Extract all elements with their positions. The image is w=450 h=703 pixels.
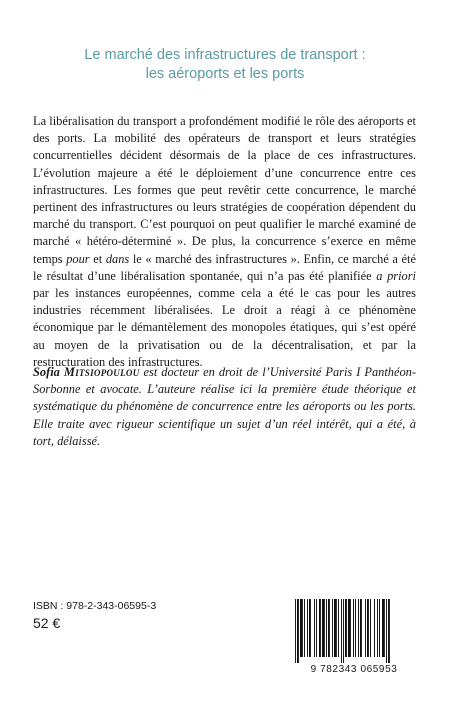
barcode-bar [341, 599, 342, 663]
title-line-1: Le marché des infrastructures de transport : [84, 47, 366, 63]
barcode-bar [338, 599, 339, 657]
barcode-bar [379, 599, 380, 657]
barcode-bar [309, 599, 311, 657]
barcode-bar [297, 599, 299, 663]
barcode-bar [319, 599, 321, 657]
barcode-bar [322, 599, 325, 657]
barcode-digits: 9 782343 065953 [283, 664, 425, 675]
summary-paragraph [33, 113, 416, 371]
author-bio-text: est docteur en droit de l’Université Paris I Panthéon-Sorbonne et avocate. L’auteure réalise ici la première étude théorique et systématique du phénomène de concurrence entre les aéroports ou les ports. Elle traite avec rigueur scientifique un sujet d’un réel intérêt, qui a été, à tort, délaissé. [33, 365, 416, 448]
barcode-bar [360, 599, 362, 657]
barcode-bar [328, 599, 330, 657]
barcode-bar [388, 599, 390, 663]
barcode-bars [283, 597, 425, 665]
barcode-bar [348, 599, 351, 657]
barcode-bar [295, 599, 296, 663]
barcode-bar [332, 599, 333, 657]
barcode-bar [358, 599, 359, 657]
summary-part-1: La libéralisation du transport a profondément modifié le rôle des aéroports et des ports. La mobilité des opérateurs de transport et leurs stratégies concurrentielles décident désormais de la place de ces infrastructures. L’évolution majeure a été le déploiement d’une concurrence entre ces infrastructures. Les formes que peut revêtir cette concurrence, le marché pertinent des infrastructures ou leurs stratégies de coopération dépendent du marché du transport. C’est pourquoi on peut qualifier le marché examiné de marché « hétéro-déterminé ». De plus, la concurrence s’exerce en même temps [33, 114, 416, 266]
barcode-bar [353, 599, 354, 657]
barcode-bar [345, 599, 347, 657]
summary-a-priori: a priori [376, 268, 416, 283]
isbn-label: ISBN : 978-2-343-06595-3 [33, 600, 157, 612]
author-first-name: Sofia [33, 365, 60, 379]
barcode-bar [377, 599, 378, 657]
barcode-bar [365, 599, 366, 657]
barcode-bar [355, 599, 356, 657]
barcode-bar [326, 599, 327, 657]
barcode-bar [300, 599, 303, 657]
summary-dans: dans [105, 251, 130, 266]
barcode-bar [370, 599, 371, 657]
title-line-2: les aéroports et les ports [145, 66, 305, 82]
barcode-bar [374, 599, 375, 657]
summary-pour: pour [66, 251, 90, 266]
barcode-image [283, 597, 425, 673]
barcode-bar [343, 599, 344, 663]
barcode-bar [316, 599, 317, 657]
barcode-bar [386, 599, 387, 663]
barcode-bar [334, 599, 337, 657]
book-title [40, 46, 410, 84]
price-label: 52 € [33, 615, 61, 631]
summary-part-2: le « marché des infrastructures ». Enfin, ce marché a été le résultat d’une libéralisation spontanée, qui n’a pas été planifiée [33, 251, 416, 283]
barcode-bar [307, 599, 308, 657]
summary-et: et [89, 251, 106, 266]
barcode-bar [304, 599, 305, 657]
summary-part-3: par les instances européennes, comme cela a été le cas pour les autres industries récemment libéralisées. Le droit a réagi à ce phénomène économique par le démantèlement des monopoles étatiques, qui s’est opéré au moyen de la privatisation ou de la décentralisation, et par la restructuration des infrastructures. [33, 286, 416, 369]
barcode-bar [314, 599, 315, 657]
author-last-name: Mitsiopoulou [63, 365, 140, 379]
barcode-bar [367, 599, 369, 657]
author-bio [33, 364, 416, 450]
barcode-bar [382, 599, 385, 657]
